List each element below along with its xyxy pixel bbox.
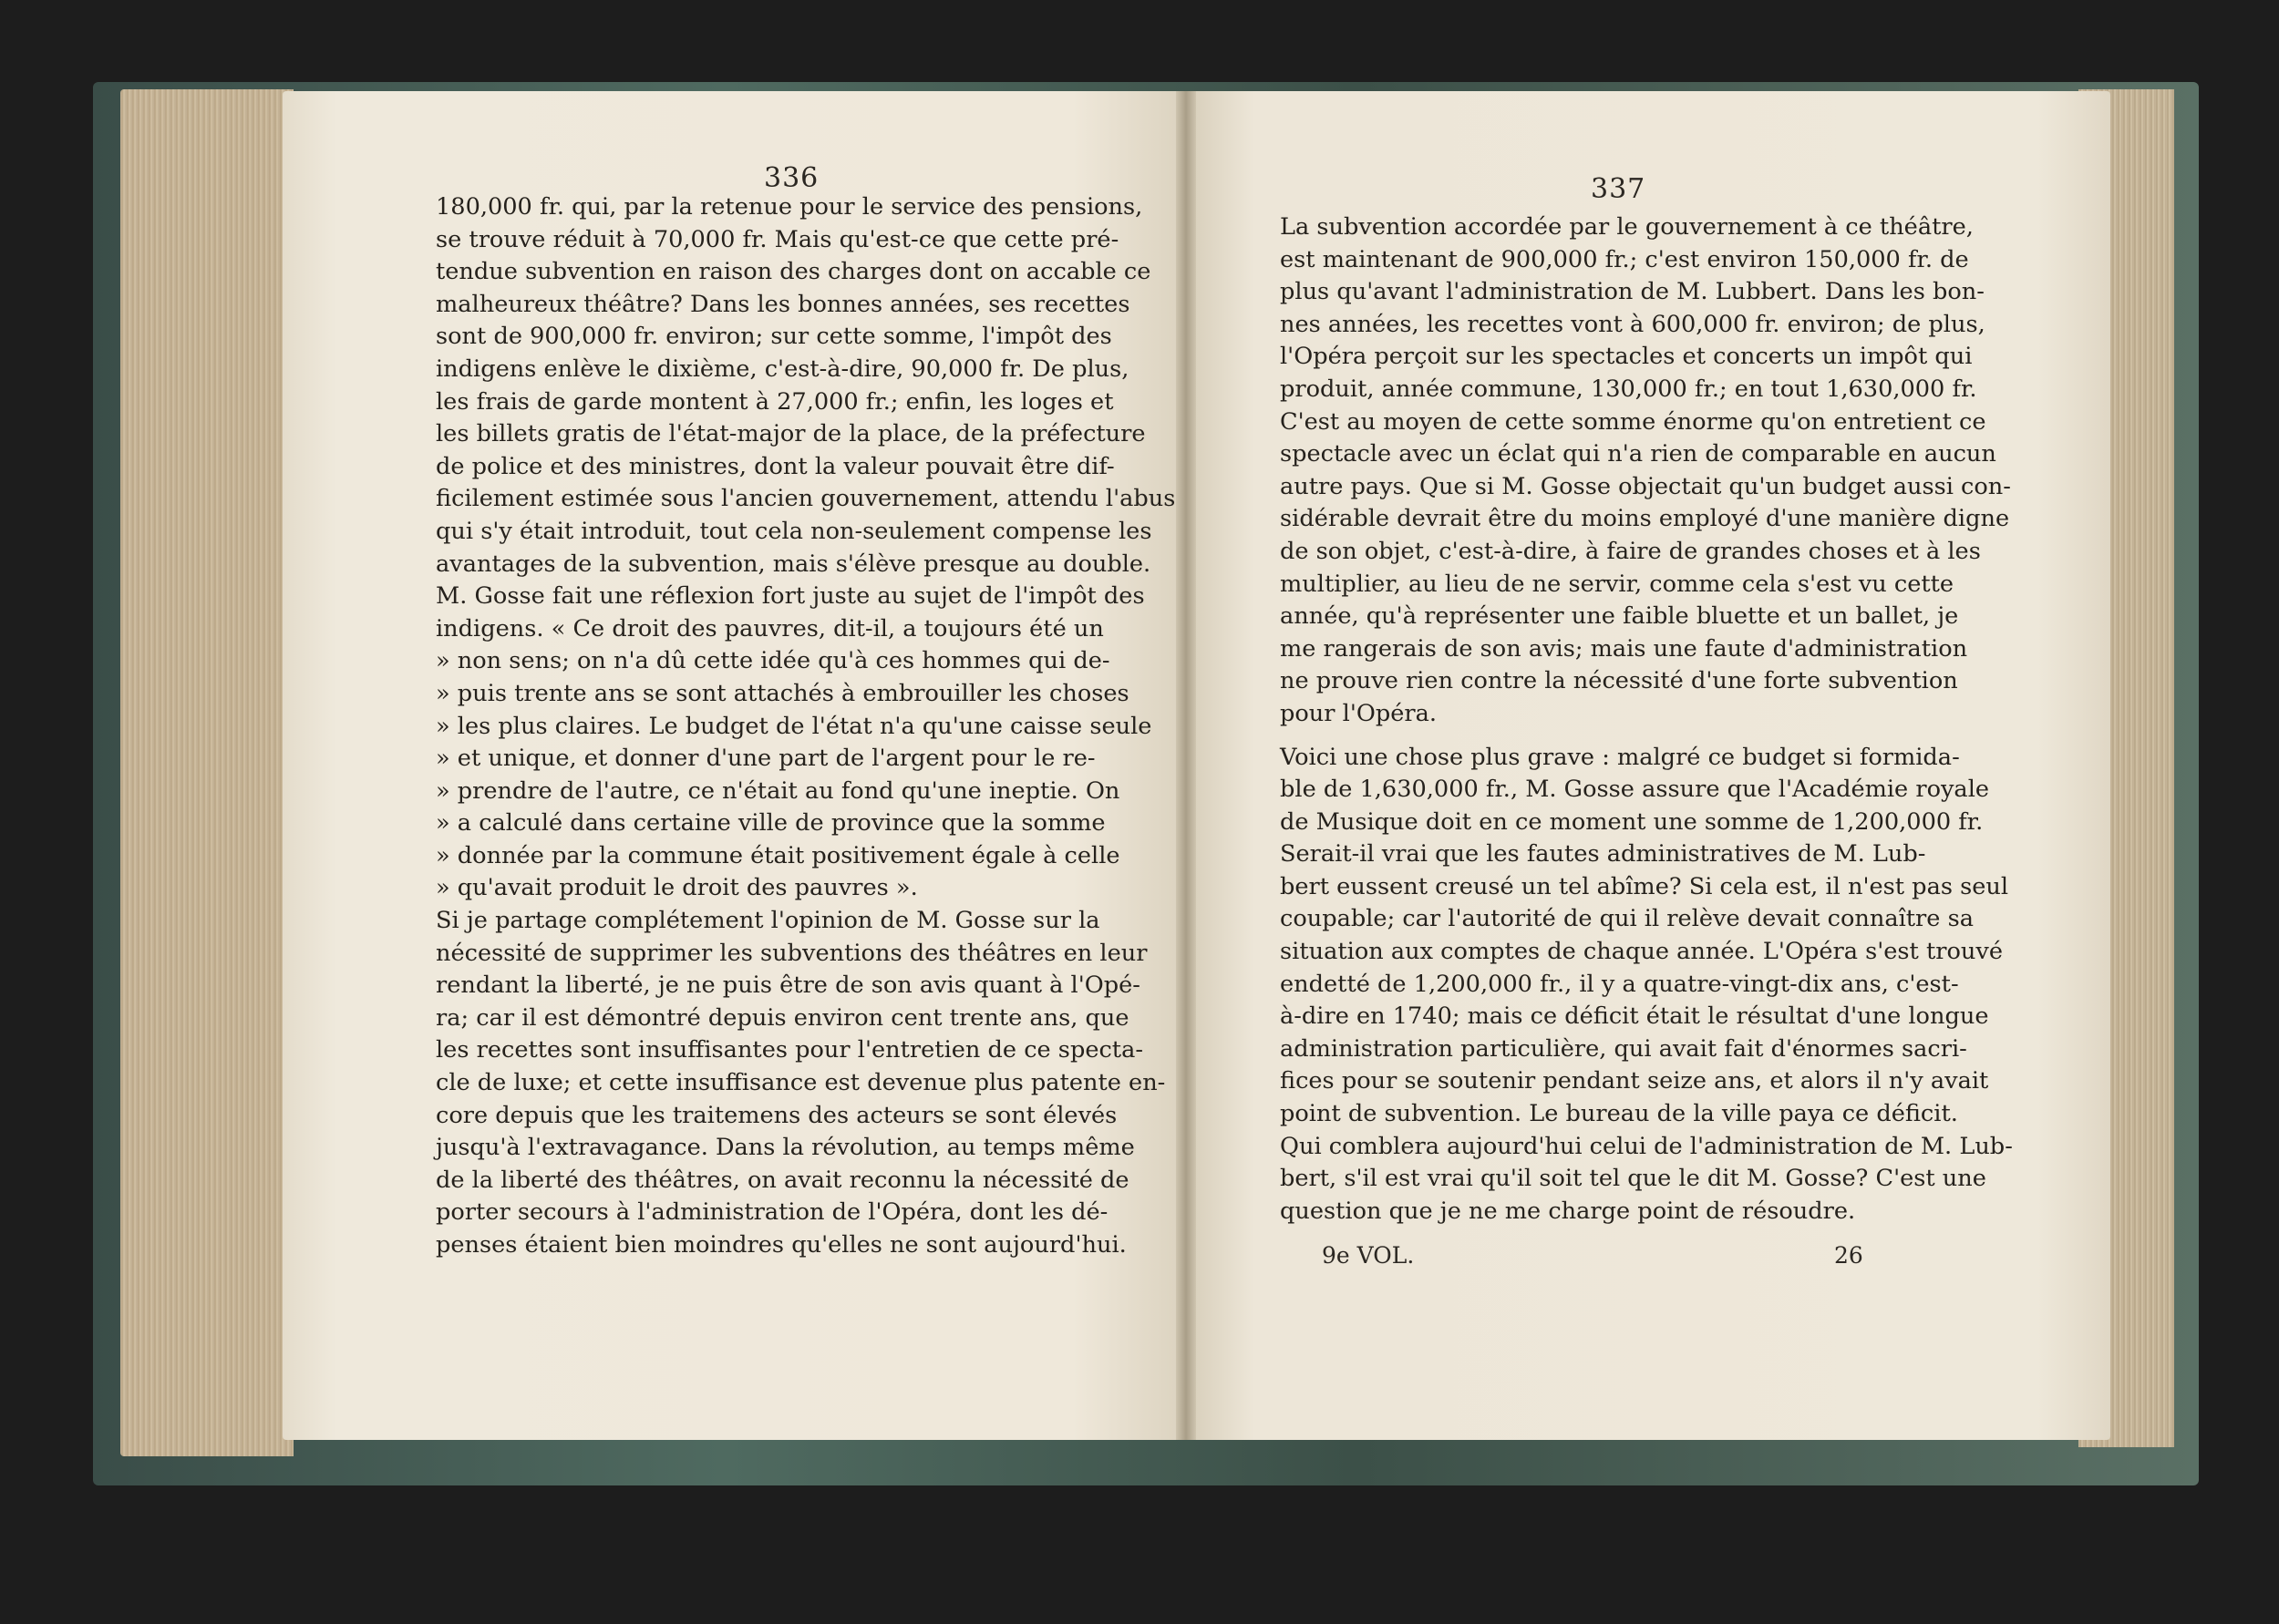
text-line: administration particulière, qui avait fait d'énormes sacri- (1280, 1034, 1967, 1063)
text-line: année, qu'à représenter une faible bluette et un ballet, je (1280, 602, 1959, 631)
text-line: de police et des ministres, dont la valeur pouvait être dif- (436, 452, 1115, 480)
text-line: malheureux théâtre? Dans les bonnes années, ses recettes (436, 290, 1130, 318)
text-line: ne prouve rien contre la nécessité d'une forte subvention (1280, 667, 1958, 695)
book-gutter (1176, 91, 1196, 1440)
text-line: » a calculé dans certaine ville de province que la somme (436, 809, 1106, 838)
text-line: » puis trente ans se sont attachés à embrouiller les choses (436, 679, 1129, 707)
text-line: l'Opéra perçoit sur les spectacles et concerts un impôt qui (1280, 343, 1973, 371)
text-line: autre pays. Que si M. Gosse objectait qu'un budget aussi con- (1280, 472, 2011, 500)
text-line: les billets gratis de l'état-major de la place, de la préfecture (436, 420, 1146, 448)
text-line: porter secours à l'administration de l'Opéra, dont les dé- (436, 1198, 1109, 1227)
text-line: » prendre de l'autre, ce n'était au fond qu'une ineptie. On (436, 776, 1120, 805)
right-page-text (1280, 211, 2013, 1228)
text-line: 180,000 fr. qui, par la retenue pour le service des pensions, (436, 193, 1143, 221)
text-line: indigens enlève le dixième, c'est-à-dire, 90,000 fr. De plus, (436, 355, 1129, 383)
text-line: produit, année commune, 130,000 fr.; en tout 1,630,000 fr. (1280, 375, 1977, 403)
text-line: Qui comblera aujourd'hui celui de l'administration de M. Lub- (1280, 1132, 2013, 1160)
left-page-number: 336 (764, 162, 820, 194)
text-line: se trouve réduit à 70,000 fr. Mais qu'est-ce que cette pré- (436, 225, 1119, 253)
text-line: » et unique, et donner d'une part de l'argent pour le re- (436, 745, 1096, 773)
text-line: nécessité de supprimer les subventions des théâtres en leur (436, 939, 1148, 967)
right-page-number: 337 (1591, 173, 1646, 205)
text-line: penses étaient bien moindres qu'elles ne sont aujourd'hui. (436, 1231, 1127, 1259)
text-line: de la liberté des théâtres, on avait reconnu la nécessité de (436, 1166, 1129, 1194)
text-line: pour l'Opéra. (1280, 699, 1438, 727)
text-line: Si je partage complétement l'opinion de M. Gosse sur la (436, 907, 1100, 935)
text-line: rendant la liberté, je ne puis être de son avis quant à l'Opé- (436, 971, 1140, 1000)
text-line: coupable; car l'autorité de qui il relève devait connaître sa (1280, 905, 1974, 933)
left-page-text (436, 191, 1176, 1262)
paragraph-gap (1280, 731, 1936, 742)
text-line: à-dire en 1740; mais ce déficit était le résultat d'une longue (1280, 1002, 1989, 1031)
text-line: est maintenant de 900,000 fr.; c'est environ 150,000 fr. de (1280, 245, 1969, 273)
text-line: de Musique doit en ce moment une somme de 1,200,000 fr. (1280, 807, 1984, 836)
text-line: endetté de 1,200,000 fr., il y a quatre-vingt-dix ans, c'est- (1280, 970, 1959, 998)
text-line: Voici une chose plus grave : malgré ce budget si formida- (1280, 743, 1960, 771)
text-line: situation aux comptes de chaque année. L'Opéra s'est trouvé (1280, 938, 2003, 966)
page-edges-left (120, 89, 294, 1456)
text-line: ficilement estimée sous l'ancien gouvernement, attendu l'abus (436, 485, 1176, 513)
text-line: indigens. « Ce droit des pauvres, dit-il, a toujours été un (436, 614, 1104, 642)
footer-signature: 26 (1834, 1242, 1863, 1269)
text-line: question que je ne me charge point de résoudre. (1280, 1197, 1856, 1225)
text-line: ra; car il est démontré depuis environ cent trente ans, que (436, 1003, 1129, 1032)
text-line: tendue subvention en raison des charges dont on accable ce (436, 258, 1151, 286)
text-line: » non sens; on n'a dû cette idée qu'à ces hommes qui de- (436, 647, 1110, 675)
text-line: plus qu'avant l'administration de M. Lubbert. Dans les bon- (1280, 278, 1985, 306)
text-line: core depuis que les traitemens des acteurs se sont élevés (436, 1101, 1118, 1129)
text-line: La subvention accordée par le gouvernement à ce théâtre, (1280, 213, 1974, 241)
text-line: ble de 1,630,000 fr., M. Gosse assure que l'Académie royale (1280, 776, 1990, 804)
text-line: les frais de garde montent à 27,000 fr.; enfin, les loges et (436, 387, 1114, 416)
text-line: » qu'avait produit le droit des pauvres ». (436, 874, 918, 902)
text-line: les recettes sont insuffisantes pour l'entretien de ce specta- (436, 1036, 1143, 1064)
text-line: sidérable devrait être du moins employé d'une manière digne (1280, 505, 2010, 533)
text-line: avantages de la subvention, mais s'élève presque au double. (436, 550, 1151, 578)
text-line: bert, s'il est vrai qu'il soit tel que le dit M. Gosse? C'est une (1280, 1165, 1986, 1193)
text-line: C'est au moyen de cette somme énorme qu'on entretient ce (1280, 407, 1986, 436)
text-line: » les plus claires. Le budget de l'état n'a qu'une caisse seule (436, 712, 1152, 740)
text-line: sont de 900,000 fr. environ; sur cette somme, l'impôt des (436, 323, 1112, 351)
text-line: cle de luxe; et cette insuffisance est devenue plus patente en- (436, 1069, 1166, 1097)
text-line: » donnée par la commune était positivement égale à celle (436, 841, 1120, 869)
text-line: fices pour se soutenir pendant seize ans, et alors il n'y avait (1280, 1067, 1989, 1095)
text-line: M. Gosse fait une réflexion fort juste au sujet de l'impôt des (436, 582, 1145, 611)
text-line: Serait-il vrai que les fautes administratives de M. Lub- (1280, 840, 1926, 869)
text-line: spectacle avec un éclat qui n'a rien de comparable en aucun (1280, 440, 1996, 468)
footer-volume: 9e VOL. (1322, 1242, 1415, 1269)
text-line: qui s'y était introduit, tout cela non-seulement compense les (436, 517, 1152, 545)
text-line: me rangerais de son avis; mais une faute d'administration (1280, 634, 1968, 663)
text-line: nes années, les recettes vont à 600,000 fr. environ; de plus, (1280, 310, 1985, 338)
text-line: jusqu'à l'extravagance. Dans la révolution, au temps même (436, 1134, 1135, 1162)
text-line: point de subvention. Le bureau de la ville paya ce déficit. (1280, 1100, 1958, 1128)
text-line: bert eussent creusé un tel abîme? Si cela est, il n'est pas seul (1280, 872, 2009, 900)
text-line: multiplier, au lieu de ne servir, comme cela s'est vu cette (1280, 570, 1954, 598)
text-line: de son objet, c'est-à-dire, à faire de grandes choses et à les (1280, 537, 1981, 565)
